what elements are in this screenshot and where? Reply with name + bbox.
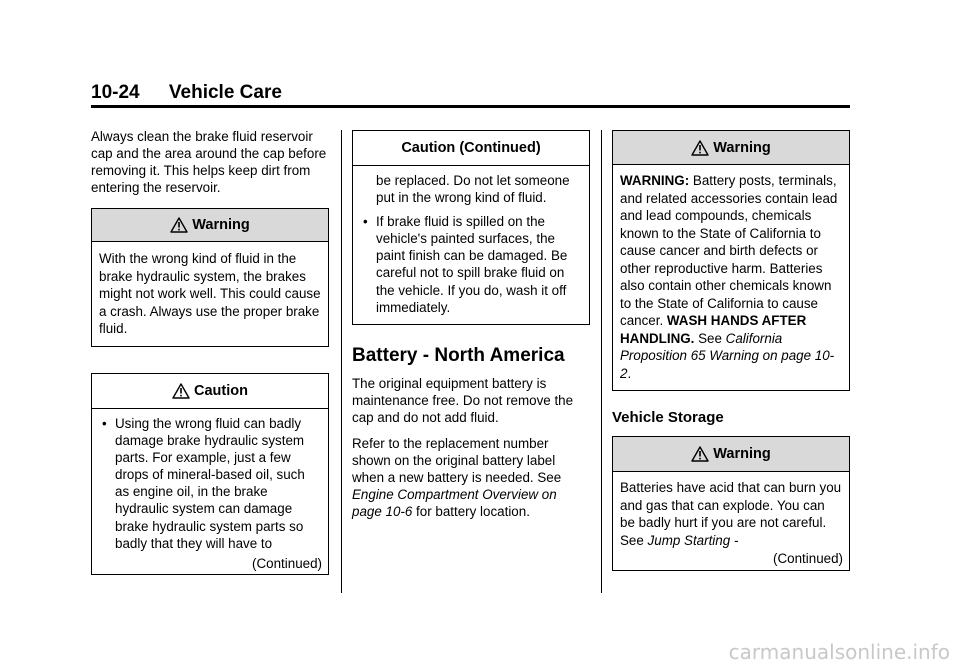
list-item — [360, 213, 583, 316]
jump-starting-reference: Jump Starting - — [647, 532, 739, 548]
battery-paragraph-1: The original equipment battery is maintenance free. Do not remove the cap and do not add fluid. — [352, 375, 574, 425]
battery-paragraph-2-tail: for battery location. — [412, 503, 530, 519]
warning-box-header — [613, 437, 849, 472]
intro-paragraph: Always clean the brake fluid reservoir cap and the area around the cap before removing it. This helps keep dirt from entering the reservoir. — [91, 129, 327, 195]
warning-box-header — [92, 209, 328, 242]
caution-title: Caution — [194, 382, 248, 399]
warning-box-battery-lead — [612, 130, 850, 391]
column-1 — [91, 128, 329, 575]
warning-title: Warning — [192, 217, 250, 233]
caution-box-fluid — [91, 373, 329, 575]
caution-bullet-text: If brake fluid is spilled on the vehicle's painted surfaces, the paint finish can be damaged. Be careful not to spill brake fluid on the vehicle. If you do, wash it off immediately. — [376, 214, 568, 315]
caution-continued-text: be replaced. Do not let someone put in the wrong kind of fluid. — [376, 173, 570, 206]
caution-continued-header: Caution (Continued) — [353, 131, 589, 166]
bullet-icon: • — [363, 214, 368, 230]
battery-paragraph-2 — [352, 435, 590, 520]
warning-text: Battery posts, terminals, and related accessories contain lead and lead compounds, chemicals known to the State of California to cause cancer and birth defects or other reproductive harm. Batteries also contain other chemicals known to the State of California to cause cancer. — [620, 173, 838, 328]
caution-box-continued — [352, 130, 590, 325]
wash-hands-text: WASH HANDS AFTER HANDLING. — [620, 313, 807, 346]
warning-label: WARNING: — [620, 173, 690, 188]
list-item — [99, 415, 322, 552]
warning-box-brake-fluid — [91, 208, 329, 347]
warning-box-header — [613, 131, 849, 165]
warning-triangle-icon — [170, 217, 188, 233]
prop65-reference: California Proposition 65 Warning on page 10-2 — [620, 330, 835, 381]
column-3 — [612, 130, 850, 571]
column-2 — [352, 130, 590, 520]
warning-body: With the wrong kind of fluid in the brake hydraulic system, the brakes might not work well. This could cause a crash. Always use the proper brake fluid. — [99, 251, 321, 337]
caution-bullet-text: Using the wrong fluid can badly damage brake hydraulic system parts. For example, just a few drops of mineral-based oil, such as engine oil, in the brake hydraulic system can damage brake hydraulic system parts so badly that they will have to — [115, 415, 305, 551]
engine-compartment-reference: Engine Compartment Overview on page 10-6 — [352, 486, 557, 519]
column-divider-1 — [341, 130, 342, 593]
warning-text: Batteries have acid that can burn you and gas that can explode. You can be badly hurt if you are not careful. See — [620, 480, 842, 548]
subheading-vehicle-storage: Vehicle Storage — [612, 409, 724, 426]
continued-label: (Continued) — [252, 555, 322, 571]
caution-box-header — [92, 374, 328, 409]
warning-triangle-icon — [691, 140, 709, 156]
section-heading-battery: Battery - North America — [352, 344, 565, 366]
section-title: Vehicle Care — [168, 82, 282, 103]
page-number: 10-24 — [91, 82, 140, 103]
battery-paragraph-2-text: Refer to the replacement number shown on the original battery label when a new battery is needed. See — [352, 435, 562, 485]
warning-title: Warning — [713, 446, 771, 462]
warning-body — [620, 172, 843, 382]
warning-box-battery-acid — [612, 436, 850, 571]
watermark: carmanualsonline.info — [728, 640, 950, 664]
page-header — [91, 82, 282, 104]
warning-triangle-icon — [172, 383, 190, 399]
header-rule — [91, 105, 850, 108]
see-text: See — [694, 330, 726, 346]
warning-triangle-icon — [691, 446, 709, 462]
column-divider-2 — [601, 130, 602, 593]
warning-body — [620, 479, 843, 549]
bullet-icon: • — [102, 415, 107, 431]
continued-label: (Continued) — [773, 551, 843, 566]
sentence-end: . — [627, 365, 632, 381]
warning-title: Warning — [713, 139, 771, 156]
